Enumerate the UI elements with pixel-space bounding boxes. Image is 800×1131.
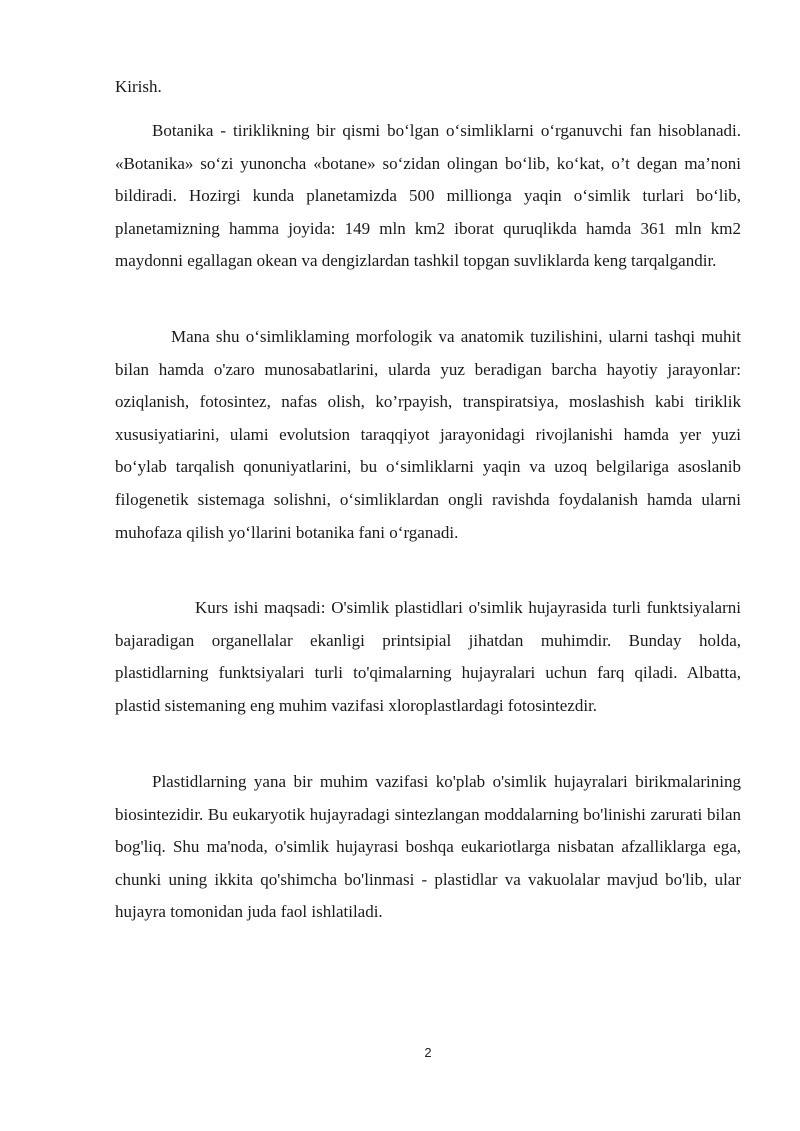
paragraph-plastid-function: Plastidlarning yana bir muhim vazifasi ko'plab o'simlik hujayralari birikmalarining biosintezidir. Bu eukaryotik hujayradagi sintezlangan moddalarning bo'linishi zarurati bilan bog'liq. Shu ma'noda, o'simlik hujayrasi boshqa eukariotlarga nisbatan afzalliklarga ega, chunki uning ikkita qo'shimcha bo'linmasi - plastidlar va vakuolalar mavjud bo'lib, ular hujayra tomonidan juda faol ishlatiladi. (115, 772, 741, 922)
paragraph-botany-study: Mana shu o‘simliklaming morfologik va anatomik tuzilishini, ularni tashqi muhit bilan hamda o'zaro munosabatlarini, ularda yuz beradigan barcha hayotiy jarayonlar: oziqlanish, fotosintez, nafas olish, ko’rpayish, transpiratsiya, moslashish kabi tiriklik xususiyatiarini, ulami evolutsion taraqqiyot jarayonidagi rivojlanishi hamda yer yuzi bo‘ylab tarqalish qonuniyatlarini, bu o‘simliklarni yaqin va uzoq belgilariga asoslanib filogenetik sistemaga solishni, o‘simliklardan ongli ravishda foydalanish hamda ularni muhofaza qilish yo‘llarini botanika fani o‘rganadi. (115, 327, 741, 542)
document-page (115, 0, 741, 1131)
page-number: 2 (424, 1045, 432, 1060)
paragraph-intro-botany: Botanika - tiriklikning bir qismi bo‘lgan o‘simliklarni o‘rganuvchi fan hisoblanadi. «Botanika» so‘zi yunoncha «botane» so‘zidan olingan bo‘lib, ko‘kat, o’t degan ma’noni bildiradi. Hozirgi kunda planetamizda 500 millionga yaqin o‘simlik turlari bo‘lib, planetamizning hamma joyida: 149 mln km2 iborat quruqlikda hamda 361 mln km2 maydonni egallagan okean va dengizlardan tashkil topgan suvliklarda keng tarqalgandir. (115, 121, 741, 271)
section-heading: Kirish. (115, 77, 162, 96)
paragraph-course-goal: Kurs ishi maqsadi: O'simlik plastidlari o'simlik hujayrasida turli funktsiyalarni bajaradigan organellalar ekanligi printsipial jihatdan muhimdir. Bunday holda, plastidlarning funktsiyalari turli to'qimalarning hujayralari uchun farq qiladi. Albatta, plastid sistemaning eng muhim vazifasi xloroplastlardagi fotosintezdir. (115, 598, 741, 715)
